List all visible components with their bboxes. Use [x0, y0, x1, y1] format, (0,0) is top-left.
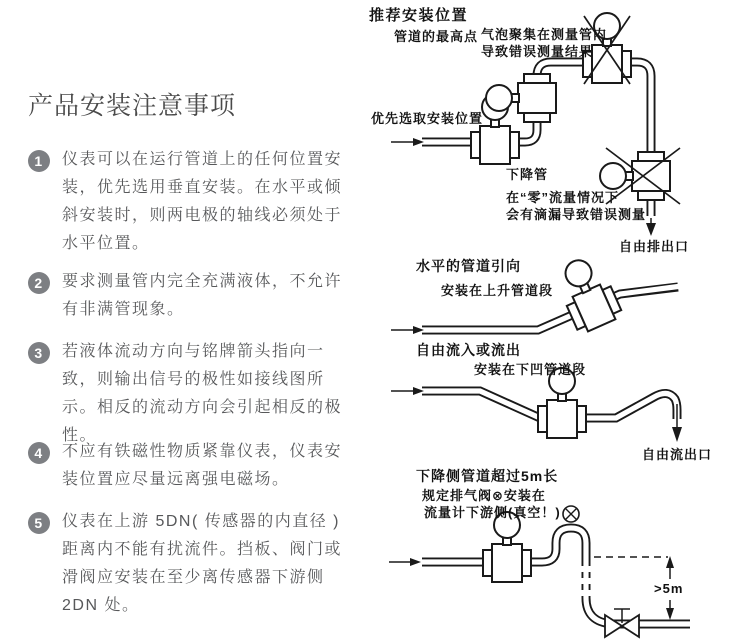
- flowmeter-sag: [538, 368, 586, 438]
- label-bubble-line1: 气泡聚集在测量管内: [481, 27, 608, 42]
- flow-arrow-in-2: [391, 326, 424, 334]
- dim-label-5m: >5m: [654, 581, 684, 596]
- free-inflow-title: 自由流入或流出: [416, 342, 521, 358]
- label-vent-valve-line2: 流量计下游侧(真空！): [424, 505, 561, 520]
- downside-5m-title: 下降侧管道超过5m长: [416, 468, 559, 484]
- item-number-badge: 1: [28, 150, 50, 172]
- label-rising-section: 安装在上升管道段: [441, 283, 554, 298]
- item-text: 仪表可以在运行管道上的任何位置安装，优先选用垂直安装。在水平或倾斜安装时，则两电极的轴线必须处于水平位置。: [62, 151, 343, 252]
- instruction-item: [28, 508, 352, 620]
- item-text: 不应有铁磁性物质紧靠仪表，仪表安装位置应尽量远离强电磁场。: [62, 443, 343, 488]
- vent-valve-icon: [563, 506, 579, 522]
- label-free-outlet: 自由排出口: [619, 239, 690, 254]
- item-number-badge: 4: [28, 442, 50, 464]
- instruction-item: [28, 338, 352, 450]
- installation-diagrams: [360, 0, 750, 641]
- horizontal-leadin-title: 水平的管道引向: [416, 258, 521, 274]
- item-text: 若液体流动方向与铭牌箭头指向一致，则输出信号的极性如接线图所示。相反的流动方向会引起相反的极性。: [62, 343, 343, 444]
- item-number-badge: 5: [28, 512, 50, 534]
- page-title: 产品安装注意事项: [28, 92, 237, 120]
- label-free-outflow: 自由流出口: [642, 447, 713, 462]
- label-preferred-position: 优先选取安装位置: [371, 111, 484, 126]
- label-bubble-line2: 导致错误测量结果: [481, 44, 594, 59]
- diagram-downside-5m: [389, 506, 694, 637]
- item-text: 仪表在上游 5DN( 传感器的内直径 ) 距离内不能有扰流件。挡板、阀门或滑阀应安装在至少离传感器下游侧 2DN 处。: [62, 513, 343, 614]
- label-zero-flow-line1: 在“零”流量情况下: [506, 190, 620, 205]
- item-number-badge: 2: [28, 272, 50, 294]
- outlet-arrow-1: [646, 218, 656, 236]
- instruction-item: [28, 438, 352, 494]
- diagram-free-inflow: [391, 368, 682, 442]
- label-vent-valve-line1: 规定排气阀⊗安装在: [422, 488, 546, 503]
- label-zero-flow-line2: 会有滴漏导致错误测量: [506, 207, 647, 222]
- recommended-title: 推荐安装位置: [369, 7, 469, 24]
- diagram-canvas: [360, 0, 750, 641]
- flow-arrow-in-1: [391, 138, 424, 146]
- gate-valve-icon: [605, 609, 639, 637]
- label-downpipe: 下降管: [506, 167, 549, 182]
- flow-arrow-in-4: [389, 558, 421, 566]
- instruction-item: [28, 268, 352, 324]
- instruction-item: [28, 146, 352, 258]
- flowmeter-4: [483, 512, 531, 582]
- label-sag-section: 安装在下凹管道段: [474, 362, 587, 377]
- flow-arrow-in-3: [391, 387, 424, 395]
- item-number-badge: 3: [28, 342, 50, 364]
- item-text: 要求测量管内完全充满液体，不允许有非满管现象。: [62, 273, 343, 318]
- label-highest-point: 管道的最高点: [394, 29, 479, 44]
